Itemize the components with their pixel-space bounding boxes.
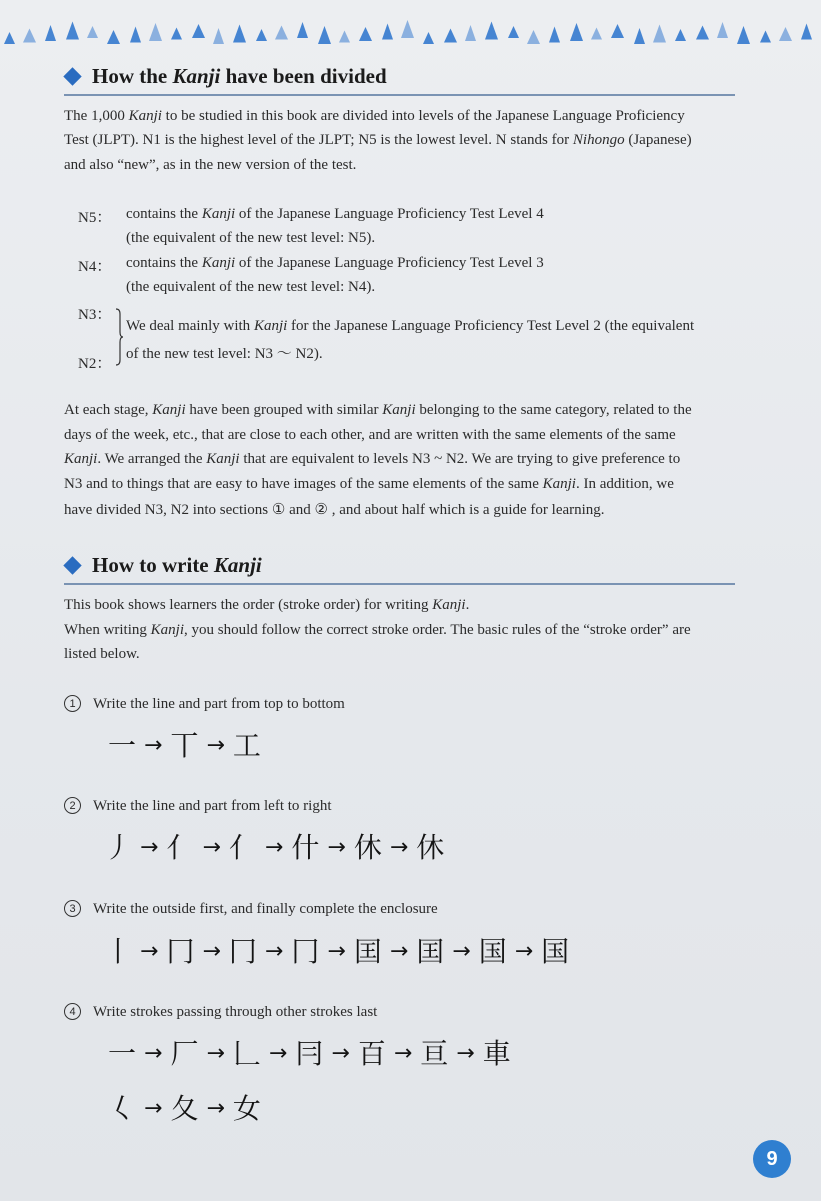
arrow-icon: → [206,733,225,758]
arrow-icon: → [327,835,346,860]
level-n3n2-line-2: of the new test level: N3 ～ N2). [126,346,323,362]
rule-2-label: 2 Write the line and part from left to right [64,797,331,815]
kanji-stroke-step: 夂 [170,1092,199,1125]
write-line-3: listed below. [64,646,140,662]
curly-brace [113,308,123,366]
stage-line-2: days of the week, etc., that are close to each other, and are written with the same elements of the same [64,427,676,443]
arrow-icon: → [389,939,409,964]
kanji-stroke-step: 休 [416,831,445,864]
section-heading-write [64,553,735,585]
section-title: How to write Kanji [92,553,262,577]
kanji-stroke-step: 𡿨 [108,1092,137,1125]
arrow-icon: → [206,1041,225,1066]
kanji-stroke-step: 丿 [104,831,133,864]
kanji-stroke-step: 冃 [295,1037,324,1070]
kanji-stroke-step: 厂 [170,1037,199,1070]
arrow-icon: → [140,939,159,964]
arrow-icon: → [331,1041,350,1066]
stage-line-1: At each stage, Kanji have been grouped with similar Kanji belonging to the same category, related to the [64,402,692,418]
kanji-stroke-step: 一 [108,729,137,762]
kanji-stroke-step: 冂 [166,935,195,968]
level-n5-line-1: contains the Kanji of the Japanese Language Proficiency Test Level 4 [126,206,544,222]
kanji-stroke-step: 休 [353,831,382,864]
kanji-stroke-step: 亘 [420,1037,449,1070]
stage-line-5: have divided N3, N2 into sections ① and ② , and about half which is a guide for learning. [64,502,605,518]
arrow-icon: → [268,1041,288,1066]
diamond-icon [63,556,81,574]
intro-line-3: and also “new”, as in the new version of the test. [64,157,357,173]
section-heading-divided [64,64,735,96]
kanji-stroke-step: 丨 [104,935,133,968]
diamond-icon [63,67,81,85]
kanji-stroke-step: 冂 [228,935,257,968]
stroke-row-rule-1 [108,724,261,764]
kanji-stroke-step: 亻 [228,831,257,864]
arrow-icon: → [514,939,534,964]
arrow-icon: → [456,1041,475,1066]
intro-line-1: The 1,000 Kanji to be studied in this book are divided into levels of the Japanese Language Proficiency [64,108,685,124]
arrow-icon: → [206,1096,225,1121]
stroke-row-rule-2 [104,826,444,866]
rule-number: 4 [64,1003,81,1020]
rule-number: 2 [64,797,81,814]
arrow-icon: → [144,1041,163,1066]
kanji-stroke-step: 工 [232,729,261,762]
stroke-row-rule-4a [108,1032,511,1072]
kanji-stroke-step: 国 [541,935,570,968]
kanji-stroke-step: 女 [232,1092,261,1125]
kanji-stroke-step: 国 [478,935,507,968]
stage-line-4: N3 and to things that are easy to have images of the same elements of the same Kanji. In addition, we [64,476,674,492]
level-n4-line-1: contains the Kanji of the Japanese Language Proficiency Test Level 3 [126,255,544,271]
level-label-n2: N2： [78,356,112,372]
intro-line-2: Test (JLPT). N1 is the highest level of the JLPT; N5 is the lowest level. N stands for Nihongo (Japanese) [64,132,692,148]
level-label-n4: N4： [78,259,112,275]
arrow-icon: → [389,835,409,860]
level-n5-line-2: (the equivalent of the new test level: N5). [126,230,376,246]
level-n3n2-line-1: We deal mainly with Kanji for the Japanese Language Proficiency Test Level 2 (the equivalent [126,318,695,334]
kanji-stroke-step: 丅 [170,729,199,762]
page-number-badge: 9 [753,1140,791,1178]
rule-3-label: 3 Write the outside first, and finally complete the enclosure [64,900,438,918]
kanji-stroke-step: 囯 [353,935,382,968]
kanji-stroke-step: 囯 [416,935,445,968]
rule-number: 1 [64,695,81,712]
kanji-stroke-step: 𠃊 [232,1037,261,1070]
rule-number: 3 [64,900,81,917]
stage-line-3: Kanji. We arranged the Kanji that are equivalent to levels N3 ~ N2. We are trying to give preference to [64,451,681,467]
arrow-icon: → [140,835,159,860]
kanji-stroke-step: 車 [482,1037,511,1070]
arrow-icon: → [144,733,163,758]
arrow-icon: → [452,939,471,964]
level-n4-line-2: (the equivalent of the new test level: N4). [126,279,376,295]
stroke-row-rule-3 [104,930,569,970]
arrow-icon: → [144,1096,163,1121]
arrow-icon: → [202,835,221,860]
rule-1-label: 1 Write the line and part from top to bottom [64,695,345,713]
stroke-row-rule-4b [108,1087,261,1127]
triangle-decoration [0,14,821,48]
kanji-stroke-step: 冂 [291,935,320,968]
arrow-icon: → [327,939,346,964]
arrow-icon: → [393,1041,413,1066]
write-line-2: When writing Kanji, you should follow the correct stroke order. The basic rules of the “stroke order” are [64,622,691,638]
write-line-1: This book shows learners the order (stroke order) for writing Kanji. [64,597,470,613]
rule-4-label: 4 Write strokes passing through other strokes last [64,1003,377,1021]
level-label-n3: N3： [78,307,112,323]
section-title: How the Kanji have been divided [92,64,387,88]
kanji-stroke-step: 一 [108,1037,137,1070]
arrow-icon: → [264,939,284,964]
kanji-stroke-step: 什 [291,831,320,864]
level-label-n5: N5： [78,210,112,226]
arrow-icon: → [264,835,284,860]
kanji-stroke-step: 亻 [166,831,195,864]
kanji-stroke-step: 百 [357,1037,386,1070]
arrow-icon: → [202,939,221,964]
